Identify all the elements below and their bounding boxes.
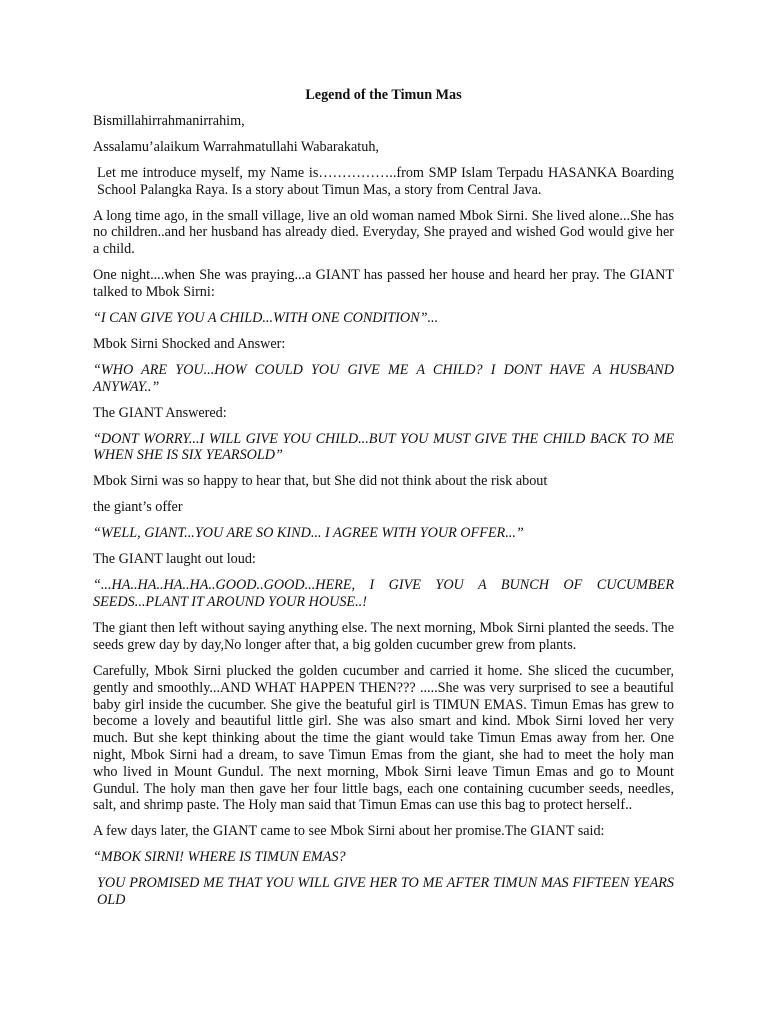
giant-quote-5: YOU PROMISED ME THAT YOU WILL GIVE HER TO ME AFTER TIMUN MAS FIFTEEN YEARS OLD xyxy=(97,875,674,909)
giant-quote-4: “MBOK SIRNI! WHERE IS TIMUN EMAS? xyxy=(93,849,346,866)
document-page xyxy=(93,87,674,918)
story-paragraph-2: One night....when She was praying...a GIANT has passed her house and heard her pray. The GIANT talked to Mbok Sirni: xyxy=(93,267,674,300)
greeting-salam: Assalamu’alaikum Warrahmatullahi Wabarakatuh, xyxy=(93,138,379,155)
mbok-sirni-quote-1: “WHO ARE YOU...HOW COULD YOU GIVE ME A CHILD? I DONT HAVE A HUSBAND ANYWAY..” xyxy=(93,361,674,395)
giant-quote-1: “I CAN GIVE YOU A CHILD...WITH ONE CONDITION”... xyxy=(93,309,439,326)
intro-paragraph: Let me introduce myself, my Name is……………..from SMP Islam Terpadu HASANKA Boarding School Palangka Raya. Is a story about Timun Mas, a story from Central Java. xyxy=(97,164,674,198)
greeting-basmala: Bismillahirrahmanirrahim, xyxy=(93,112,245,129)
story-paragraph-10: A few days later, the GIANT came to see Mbok Sirni about her promise.The GIANT said: xyxy=(93,823,605,840)
story-paragraph-3: Mbok Sirni Shocked and Answer: xyxy=(93,335,286,352)
document-title: Legend of the Timun Mas xyxy=(305,87,462,103)
story-paragraph-7: The GIANT laught out loud: xyxy=(93,551,256,568)
story-paragraph-5: Mbok Sirni was so happy to hear that, but She did not think about the risk about xyxy=(93,473,548,490)
story-paragraph-4: The GIANT Answered: xyxy=(93,404,227,421)
story-paragraph-6: the giant’s offer xyxy=(93,499,183,516)
mbok-sirni-quote-2: “WELL, GIANT...YOU ARE SO KIND... I AGREE WITH YOUR OFFER...” xyxy=(93,525,524,542)
giant-quote-3: “...HA..HA..HA..HA..GOOD..GOOD...HERE, I GIVE YOU A BUNCH OF CUCUMBER SEEDS...PLANT IT AROUND YOUR HOUSE..! xyxy=(93,577,674,611)
story-paragraph-1: A long time ago, in the small village, live an old woman named Mbok Sirni. She lived alone...She has no children..and her husband has already died. Everyday, She prayed and wished God would give her a child. xyxy=(93,207,674,258)
story-paragraph-8: The giant then left without saying anything else. The next morning, Mbok Sirni planted the seeds. The seeds grew day by day,No longer after that, a big golden cucumber grew from plants. xyxy=(93,620,674,653)
giant-quote-2: “DONT WORRY...I WILL GIVE YOU CHILD...BUT YOU MUST GIVE THE CHILD BACK TO ME WHEN SHE IS SIX YEARSOLD” xyxy=(93,430,674,464)
story-paragraph-9: Carefully, Mbok Sirni plucked the golden cucumber and carried it home. She sliced the cucumber, gently and smoothly...AND WHAT HAPPEN THEN??? .....She was very surprised to see a beautiful baby girl inside the cucumber. She give the beatuful girl is TIMUN EMAS. Timun Emas has grew to become a lovely and beautiful little girl. She was also smart and kind. Mbok Sirni loved her very much. But she kept thinking about the time the giant would take Timun Emas away from her. One night, Mbok Sirni had a dream, to save Timun Emas from the giant, she had to meet the holy man who lived in Mount Gundul. The next morning, Mbok Sirni leave Timun Emas and go to Mount Gundul. The holy man then gave her four little bags, each one containing cucumber seeds, needles, salt, and shrimp paste. The Holy man said that Timun Emas can use this bag to protect herself.. xyxy=(93,662,674,814)
